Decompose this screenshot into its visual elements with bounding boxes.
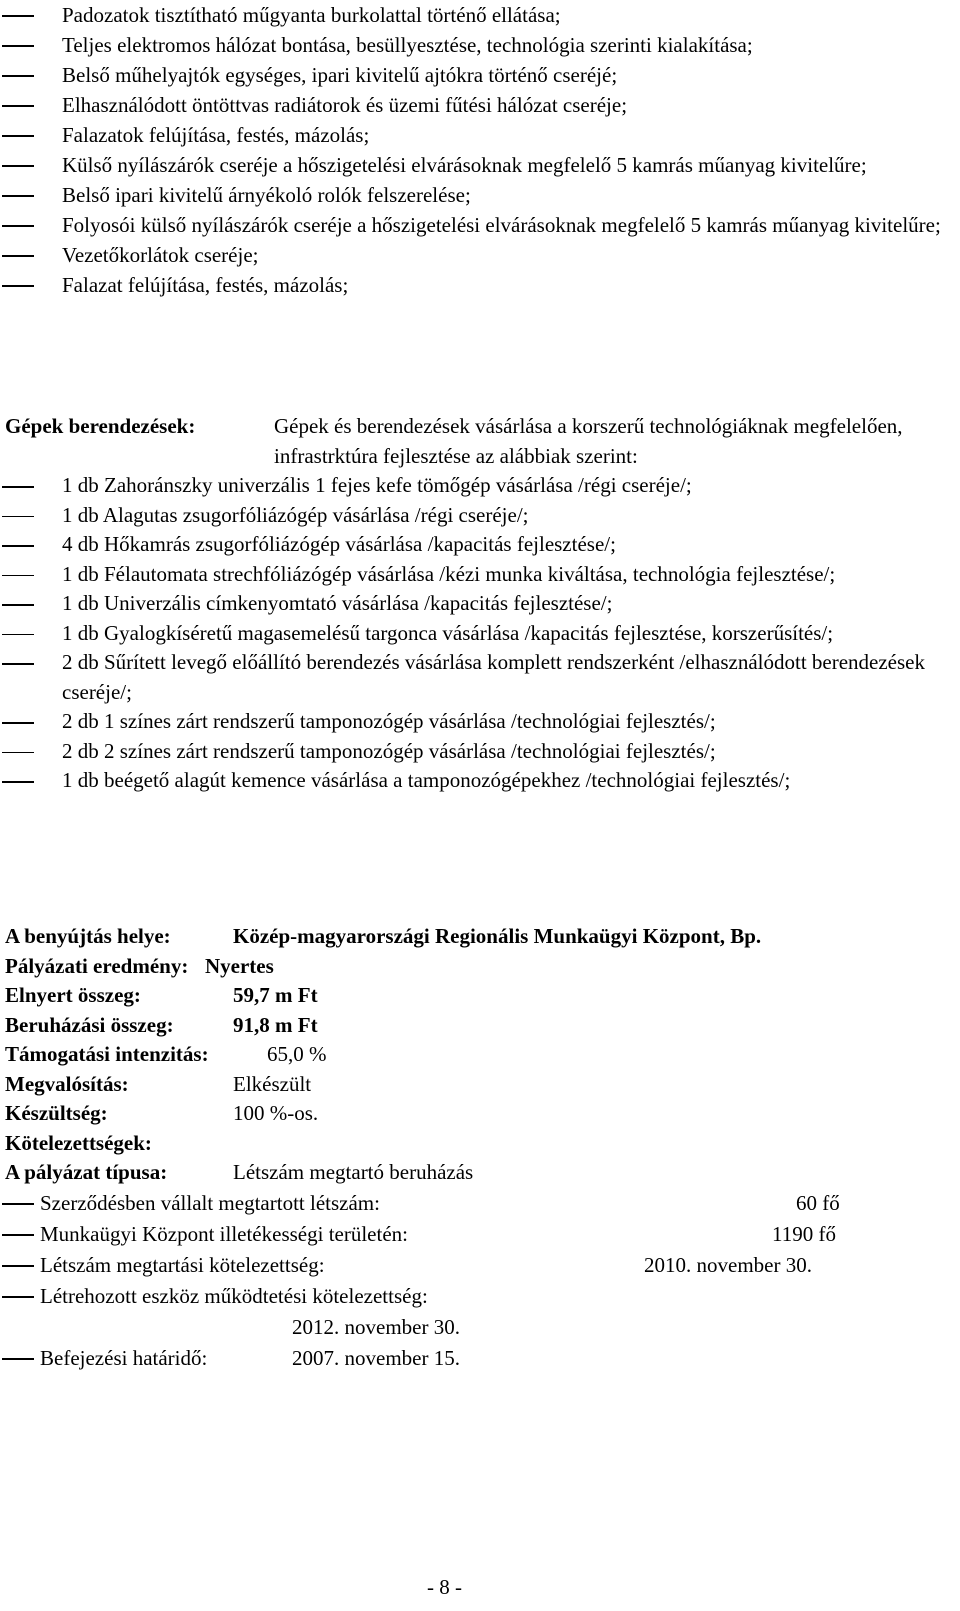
list-item: 1 db Gyalogkíséretű magasemelésű targonca vásárlása /kapacitás fejlesztése, korszerűsítés/; [0,619,955,649]
result-label: Pályázati eredmény: [5,953,189,978]
headcount-value: 60 fő [796,1191,840,1215]
region-label: Munkaügyi Központ illetékességi területén: [40,1222,408,1246]
type-value: Létszám megtartó beruházás [233,1160,474,1184]
list-item: 1 db Univerzális címkenyomtató vásárlása /kapacitás fejlesztése/; [0,589,955,619]
list-item: 2 db Sűrített levegő előállító berendezés vásárlása komplett rendszerként /elhasználódott berendezések cseréje/; [0,648,955,707]
intensity-value: 65,0 % [267,1042,327,1066]
list-item: 2 db 1 színes zárt rendszerű tamponozógép vásárlása /technológiai fejlesztés/; [0,707,955,737]
completion-value: 100 %-os. [233,1101,319,1125]
list-item: Belső ipari kivitelű árnyékoló rolók felszerelése; [0,180,955,210]
info-row-place [5,922,950,952]
realization-value: Elkészült [233,1071,312,1096]
info-row-intensity [5,1040,950,1070]
deadline-label: Befejezési határidő: [40,1346,208,1370]
type-label: A pályázat típusa: [5,1160,168,1184]
list-item: Teljes elektromos hálózat bontása, besüllyesztése, technológia szerinti kialakítása; [0,30,955,60]
intensity-label: Támogatási intenzitás: [5,1042,209,1066]
renovation-list [0,0,955,300]
list-item: Elhasználódott öntöttvas radiátorok és üzemi fűtési hálózat cseréje; [0,90,955,120]
result-value: Nyertes [205,953,274,978]
list-item: 2 db 2 színes zárt rendszerű tamponozógép vásárlása /technológiai fejlesztés/; [0,737,955,767]
machines-label: Gépek berendezések: [5,414,196,438]
list-item: 4 db Hőkamrás zsugorfóliázógép vásárlása /kapacitás fejlesztése/; [0,530,955,560]
list-item: Külső nyílászárók cseréje a hőszigetelési elvárásoknak megfelelő 5 kamrás műanyag kivitelűre; [0,150,955,180]
region-value: 1190 fő [772,1222,836,1246]
obligations-label: Kötelezettségek: [5,1130,152,1155]
list-item [0,1343,955,1374]
list-item: Padozatok tisztítható műgyanta burkolattal történő ellátása; [0,0,955,30]
info-row-type [5,1158,950,1188]
invest-label: Beruházási összeg: [5,1012,174,1037]
info-row-obligations [5,1129,950,1159]
list-item: Falazatok felújítása, festés, mázolás; [0,120,955,150]
retention-value: 2010. november 30. [644,1253,812,1277]
invest-value: 91,8 m Ft [233,1012,318,1037]
asset-label: Létrehozott eszköz működtetési kötelezettség: [40,1284,428,1308]
list-item: 1 db beégető alagút kemence vásárlása a tamponozógépekhez /technológiai fejlesztés/; [0,766,955,796]
obligations-list [0,1188,955,1374]
deadline-value: 2007. november 15. [292,1346,460,1370]
info-row-result [5,952,950,982]
place-label: A benyújtás helye: [5,924,171,948]
place-value: Közép-magyarországi Regionális Munkaügyi Központ, Bp. [233,924,762,948]
list-item [0,1188,955,1219]
asset-value: 2012. november 30. [292,1315,460,1339]
retention-label: Létszám megtartási kötelezettség: [40,1253,325,1277]
realization-label: Megvalósítás: [5,1071,129,1096]
list-item: 1 db Félautomata strechfóliázógép vásárlása /kézi munka kiváltása, technológia fejlesztése/; [0,560,955,590]
info-row-realization [5,1070,950,1100]
page-number: - 8 - [427,1575,462,1599]
list-item [0,1250,955,1281]
list-item: Folyosói külső nyílászárók cseréje a hőszigetelési elvárásoknak megfelelő 5 kamrás műanyag kivitelűre; [0,210,955,240]
list-item: Belső műhelyajtók egységes, ipari kivitelű ajtókra történő cseréjé; [0,60,955,90]
info-row-completion [5,1099,950,1129]
list-item: Falazat felújítása, festés, mázolás; [0,270,955,300]
list-item: 1 db Zahoránszky univerzális 1 fejes kefe tömőgép vásárlása /régi cseréje/; [0,471,955,501]
info-row-investment [5,1011,950,1041]
list-item [0,1219,955,1250]
machine-list [0,471,955,796]
list-item: Vezetőkorlátok cseréje; [0,240,955,270]
info-row-won-amount [5,981,950,1011]
application-info [5,922,950,1188]
headcount-label: Szerződésben vállalt megtartott létszám: [40,1191,380,1215]
list-item: 1 db Alagutas zsugorfóliázógép vásárlása /régi cseréje/; [0,501,955,531]
won-label: Elnyert összeg: [5,983,141,1007]
machines-intro: Gépek és berendezések vásárlása a korszerű technológiáknak megfelelően, infrastrktúra fejlesztése az alábbiak szerint: [274,414,903,468]
completion-label: Készültség: [5,1101,108,1125]
list-item [0,1281,955,1343]
won-value: 59,7 m Ft [233,983,318,1007]
